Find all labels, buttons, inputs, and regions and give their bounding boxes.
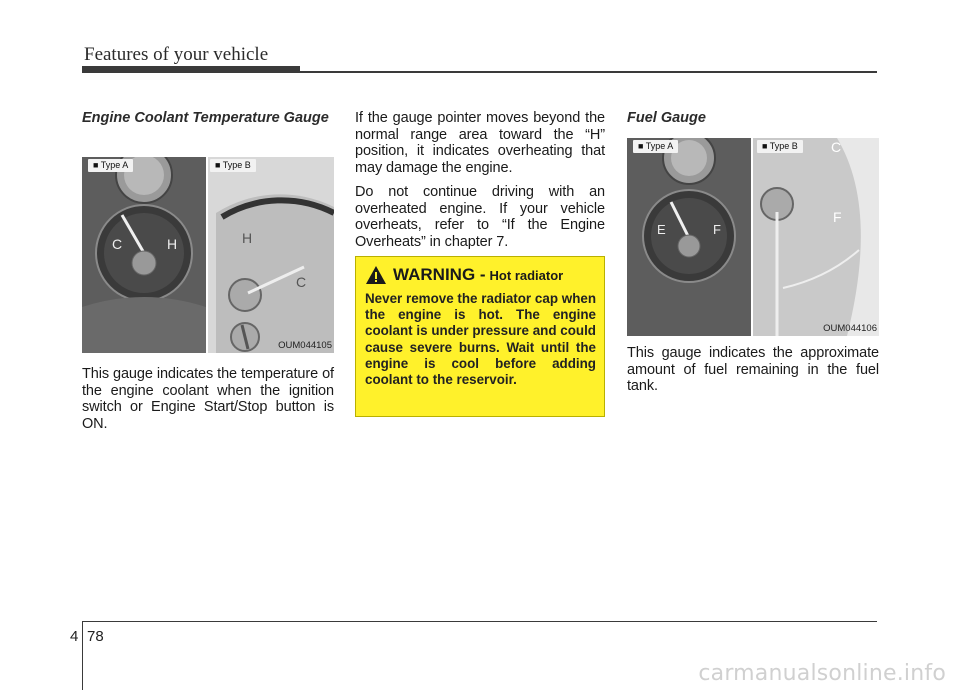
warning-text: Never remove the radiator cap when the engine is hot. The engine coolant is under pressure and could cause severe burns. Wait until the engine is cool before adding coolant to the reservoir. bbox=[365, 291, 596, 388]
fuel-gauge-illustration bbox=[627, 138, 879, 336]
fuel-body bbox=[627, 345, 879, 403]
coolant-paragraph-1: This gauge indicates the temperature of the engine coolant when the ignition switch or Engine Start/Stop button is ON. bbox=[82, 366, 334, 432]
header-title: Features of your vehicle bbox=[84, 44, 269, 65]
fuel-type-b-c-label: C bbox=[831, 139, 842, 155]
coolant-figure-code: OUM044105 bbox=[278, 340, 332, 351]
coolant-type-a-tag: ■ Type A bbox=[88, 159, 133, 172]
coolant-type-a-c-label: C bbox=[112, 236, 123, 252]
fuel-type-a-f-label: F bbox=[713, 222, 721, 237]
header-rule-thick bbox=[82, 66, 300, 73]
overheat-section bbox=[355, 110, 605, 258]
coolant-paragraph-3: Do not continue driving with an overheated engine. If your vehicle overheats, refer to “If the Engine Overheats” in chapter 7. bbox=[355, 184, 605, 250]
fuel-type-b-tag: ■ Type B bbox=[757, 140, 803, 153]
footer-rule bbox=[82, 621, 877, 622]
fuel-section bbox=[627, 110, 879, 127]
warning-triangle-icon bbox=[365, 265, 387, 285]
coolant-section bbox=[82, 110, 334, 127]
header-rule-thin bbox=[300, 71, 877, 73]
warning-box bbox=[355, 256, 605, 417]
fuel-paragraph-1: This gauge indicates the approximate amount of fuel remaining in the fuel tank. bbox=[627, 345, 879, 394]
page-number: 78 bbox=[87, 628, 104, 645]
coolant-paragraph-2: If the gauge pointer moves beyond the normal range area toward the “H” position, it indicates overheating that may damage the engine. bbox=[355, 110, 605, 176]
fuel-type-b-f-label: F bbox=[833, 209, 842, 225]
coolant-type-b-h-label: H bbox=[242, 230, 253, 246]
coolant-body bbox=[82, 366, 334, 440]
warning-label: WARNING - bbox=[393, 265, 486, 284]
footer-divider bbox=[82, 621, 83, 690]
coolant-type-b-tag: ■ Type B bbox=[210, 159, 256, 172]
coolant-type-a-h-label: H bbox=[167, 236, 178, 252]
warning-subject: Hot radiator bbox=[489, 267, 564, 283]
coolant-gauge-figure bbox=[82, 157, 334, 353]
fuel-type-a-e-label: E bbox=[657, 222, 666, 237]
fuel-gauge-figure bbox=[627, 138, 879, 336]
section-number: 4 bbox=[70, 628, 79, 645]
coolant-title: Engine Coolant Temperature Gauge bbox=[82, 110, 329, 126]
fuel-type-a-tag: ■ Type A bbox=[633, 140, 678, 153]
watermark: carmanualsonline.info bbox=[698, 661, 946, 686]
fuel-figure-code: OUM044106 bbox=[823, 323, 877, 334]
coolant-gauge-illustration bbox=[82, 157, 334, 353]
coolant-type-b-c-label: C bbox=[296, 274, 307, 290]
fuel-title: Fuel Gauge bbox=[627, 110, 706, 126]
warning-header bbox=[365, 265, 596, 285]
